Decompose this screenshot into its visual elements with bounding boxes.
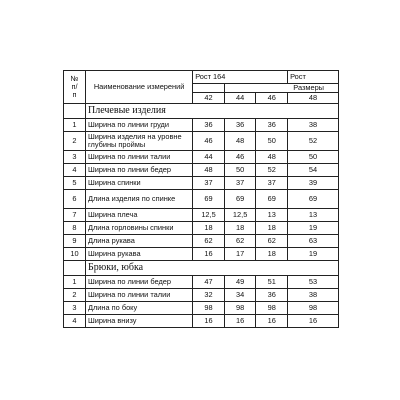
table-row	[64, 302, 339, 315]
size-value: 37	[193, 177, 225, 190]
header-row-1	[64, 71, 339, 84]
size-value: 19	[288, 222, 339, 235]
measurement-name: Ширина по линии талии	[85, 289, 192, 302]
measurement-name: Ширина по линии бедер	[85, 164, 192, 177]
size-value: 51	[256, 276, 288, 289]
row-number: 8	[64, 222, 86, 235]
size-value: 36	[224, 119, 256, 132]
measurement-name: Длина горловины спинки	[85, 222, 192, 235]
row-number: 2	[64, 289, 86, 302]
table-row	[64, 209, 339, 222]
size-value: 36	[256, 119, 288, 132]
size-value: 19	[288, 248, 339, 261]
size-value: 36	[193, 119, 225, 132]
size-value: 98	[288, 302, 339, 315]
size-value: 52	[256, 164, 288, 177]
size-col: 48	[288, 93, 339, 104]
size-value: 17	[224, 248, 256, 261]
size-value: 39	[288, 177, 339, 190]
header-no: № п/ п	[64, 71, 86, 104]
table-row	[64, 164, 339, 177]
size-value: 18	[256, 222, 288, 235]
size-value: 34	[224, 289, 256, 302]
size-value: 48	[256, 151, 288, 164]
size-value: 52	[288, 132, 339, 151]
header-height-2: Рост	[288, 71, 339, 84]
size-value: 69	[256, 190, 288, 209]
measurement-name: Ширина по линии груди	[85, 119, 192, 132]
size-value: 16	[288, 315, 339, 328]
size-value: 18	[193, 222, 225, 235]
section-no-cell	[64, 261, 86, 276]
row-number: 1	[64, 276, 86, 289]
header-height-1: Рост 164	[193, 71, 288, 84]
size-value: 98	[193, 302, 225, 315]
size-value: 48	[193, 164, 225, 177]
section-no-cell	[64, 104, 86, 119]
size-chart-table	[63, 70, 339, 328]
size-value: 62	[193, 235, 225, 248]
size-value: 48	[224, 132, 256, 151]
header-name: Наименование измерений	[85, 71, 192, 104]
size-value: 32	[193, 289, 225, 302]
table-row	[64, 222, 339, 235]
size-value: 38	[288, 119, 339, 132]
size-value: 69	[288, 190, 339, 209]
size-value: 13	[256, 209, 288, 222]
size-value: 49	[224, 276, 256, 289]
table-row	[64, 151, 339, 164]
row-number: 4	[64, 164, 86, 177]
row-number: 3	[64, 151, 86, 164]
size-value: 16	[256, 315, 288, 328]
row-number: 7	[64, 209, 86, 222]
size-value: 46	[193, 132, 225, 151]
size-value: 69	[193, 190, 225, 209]
size-value: 16	[193, 315, 225, 328]
size-value: 38	[288, 289, 339, 302]
row-number: 5	[64, 177, 86, 190]
size-value: 37	[256, 177, 288, 190]
size-value: 16	[224, 315, 256, 328]
table-row	[64, 132, 339, 151]
size-value: 53	[288, 276, 339, 289]
size-value: 62	[224, 235, 256, 248]
size-value: 18	[256, 248, 288, 261]
table-row	[64, 235, 339, 248]
measurement-name: Длина изделия по спинке	[85, 190, 192, 209]
table-row	[64, 276, 339, 289]
table-row	[64, 119, 339, 132]
size-value: 18	[224, 222, 256, 235]
size-value: 12,5	[193, 209, 225, 222]
measurement-name: Ширина по линии талии	[85, 151, 192, 164]
size-value: 62	[256, 235, 288, 248]
table-row	[64, 177, 339, 190]
row-number: 1	[64, 119, 86, 132]
section-row	[64, 104, 339, 119]
size-col: 44	[224, 93, 256, 104]
size-value: 12,5	[224, 209, 256, 222]
measurement-name: Ширина рукава	[85, 248, 192, 261]
measurement-name: Длина по боку	[85, 302, 192, 315]
size-value: 13	[288, 209, 339, 222]
header-sizes: Размеры	[224, 84, 338, 93]
size-value: 16	[193, 248, 225, 261]
row-number: 10	[64, 248, 86, 261]
table-row	[64, 315, 339, 328]
size-value: 47	[193, 276, 225, 289]
measurement-name: Ширина изделия на уровне глубины проймы	[85, 132, 192, 151]
measurement-name: Ширина спинки	[85, 177, 192, 190]
section-title: Плечевые изделия	[85, 104, 338, 119]
row-number: 9	[64, 235, 86, 248]
table-row	[64, 289, 339, 302]
section-title: Брюки, юбка	[85, 261, 338, 276]
size-value: 63	[288, 235, 339, 248]
size-value: 36	[256, 289, 288, 302]
size-value: 50	[288, 151, 339, 164]
measurement-name: Длина рукава	[85, 235, 192, 248]
row-number: 4	[64, 315, 86, 328]
measurement-name: Ширина по линии бедер	[85, 276, 192, 289]
size-value: 46	[224, 151, 256, 164]
size-value: 98	[256, 302, 288, 315]
size-col: 42	[193, 93, 225, 104]
measurement-name: Ширина внизу	[85, 315, 192, 328]
size-value: 37	[224, 177, 256, 190]
size-value: 98	[224, 302, 256, 315]
section-row	[64, 261, 339, 276]
row-number: 6	[64, 190, 86, 209]
size-value: 50	[224, 164, 256, 177]
size-col: 46	[256, 93, 288, 104]
size-value: 44	[193, 151, 225, 164]
size-value: 54	[288, 164, 339, 177]
row-number: 3	[64, 302, 86, 315]
table-row	[64, 248, 339, 261]
measurement-name: Ширина плеча	[85, 209, 192, 222]
size-value: 69	[224, 190, 256, 209]
table-row	[64, 190, 339, 209]
row-number: 2	[64, 132, 86, 151]
size-value: 50	[256, 132, 288, 151]
